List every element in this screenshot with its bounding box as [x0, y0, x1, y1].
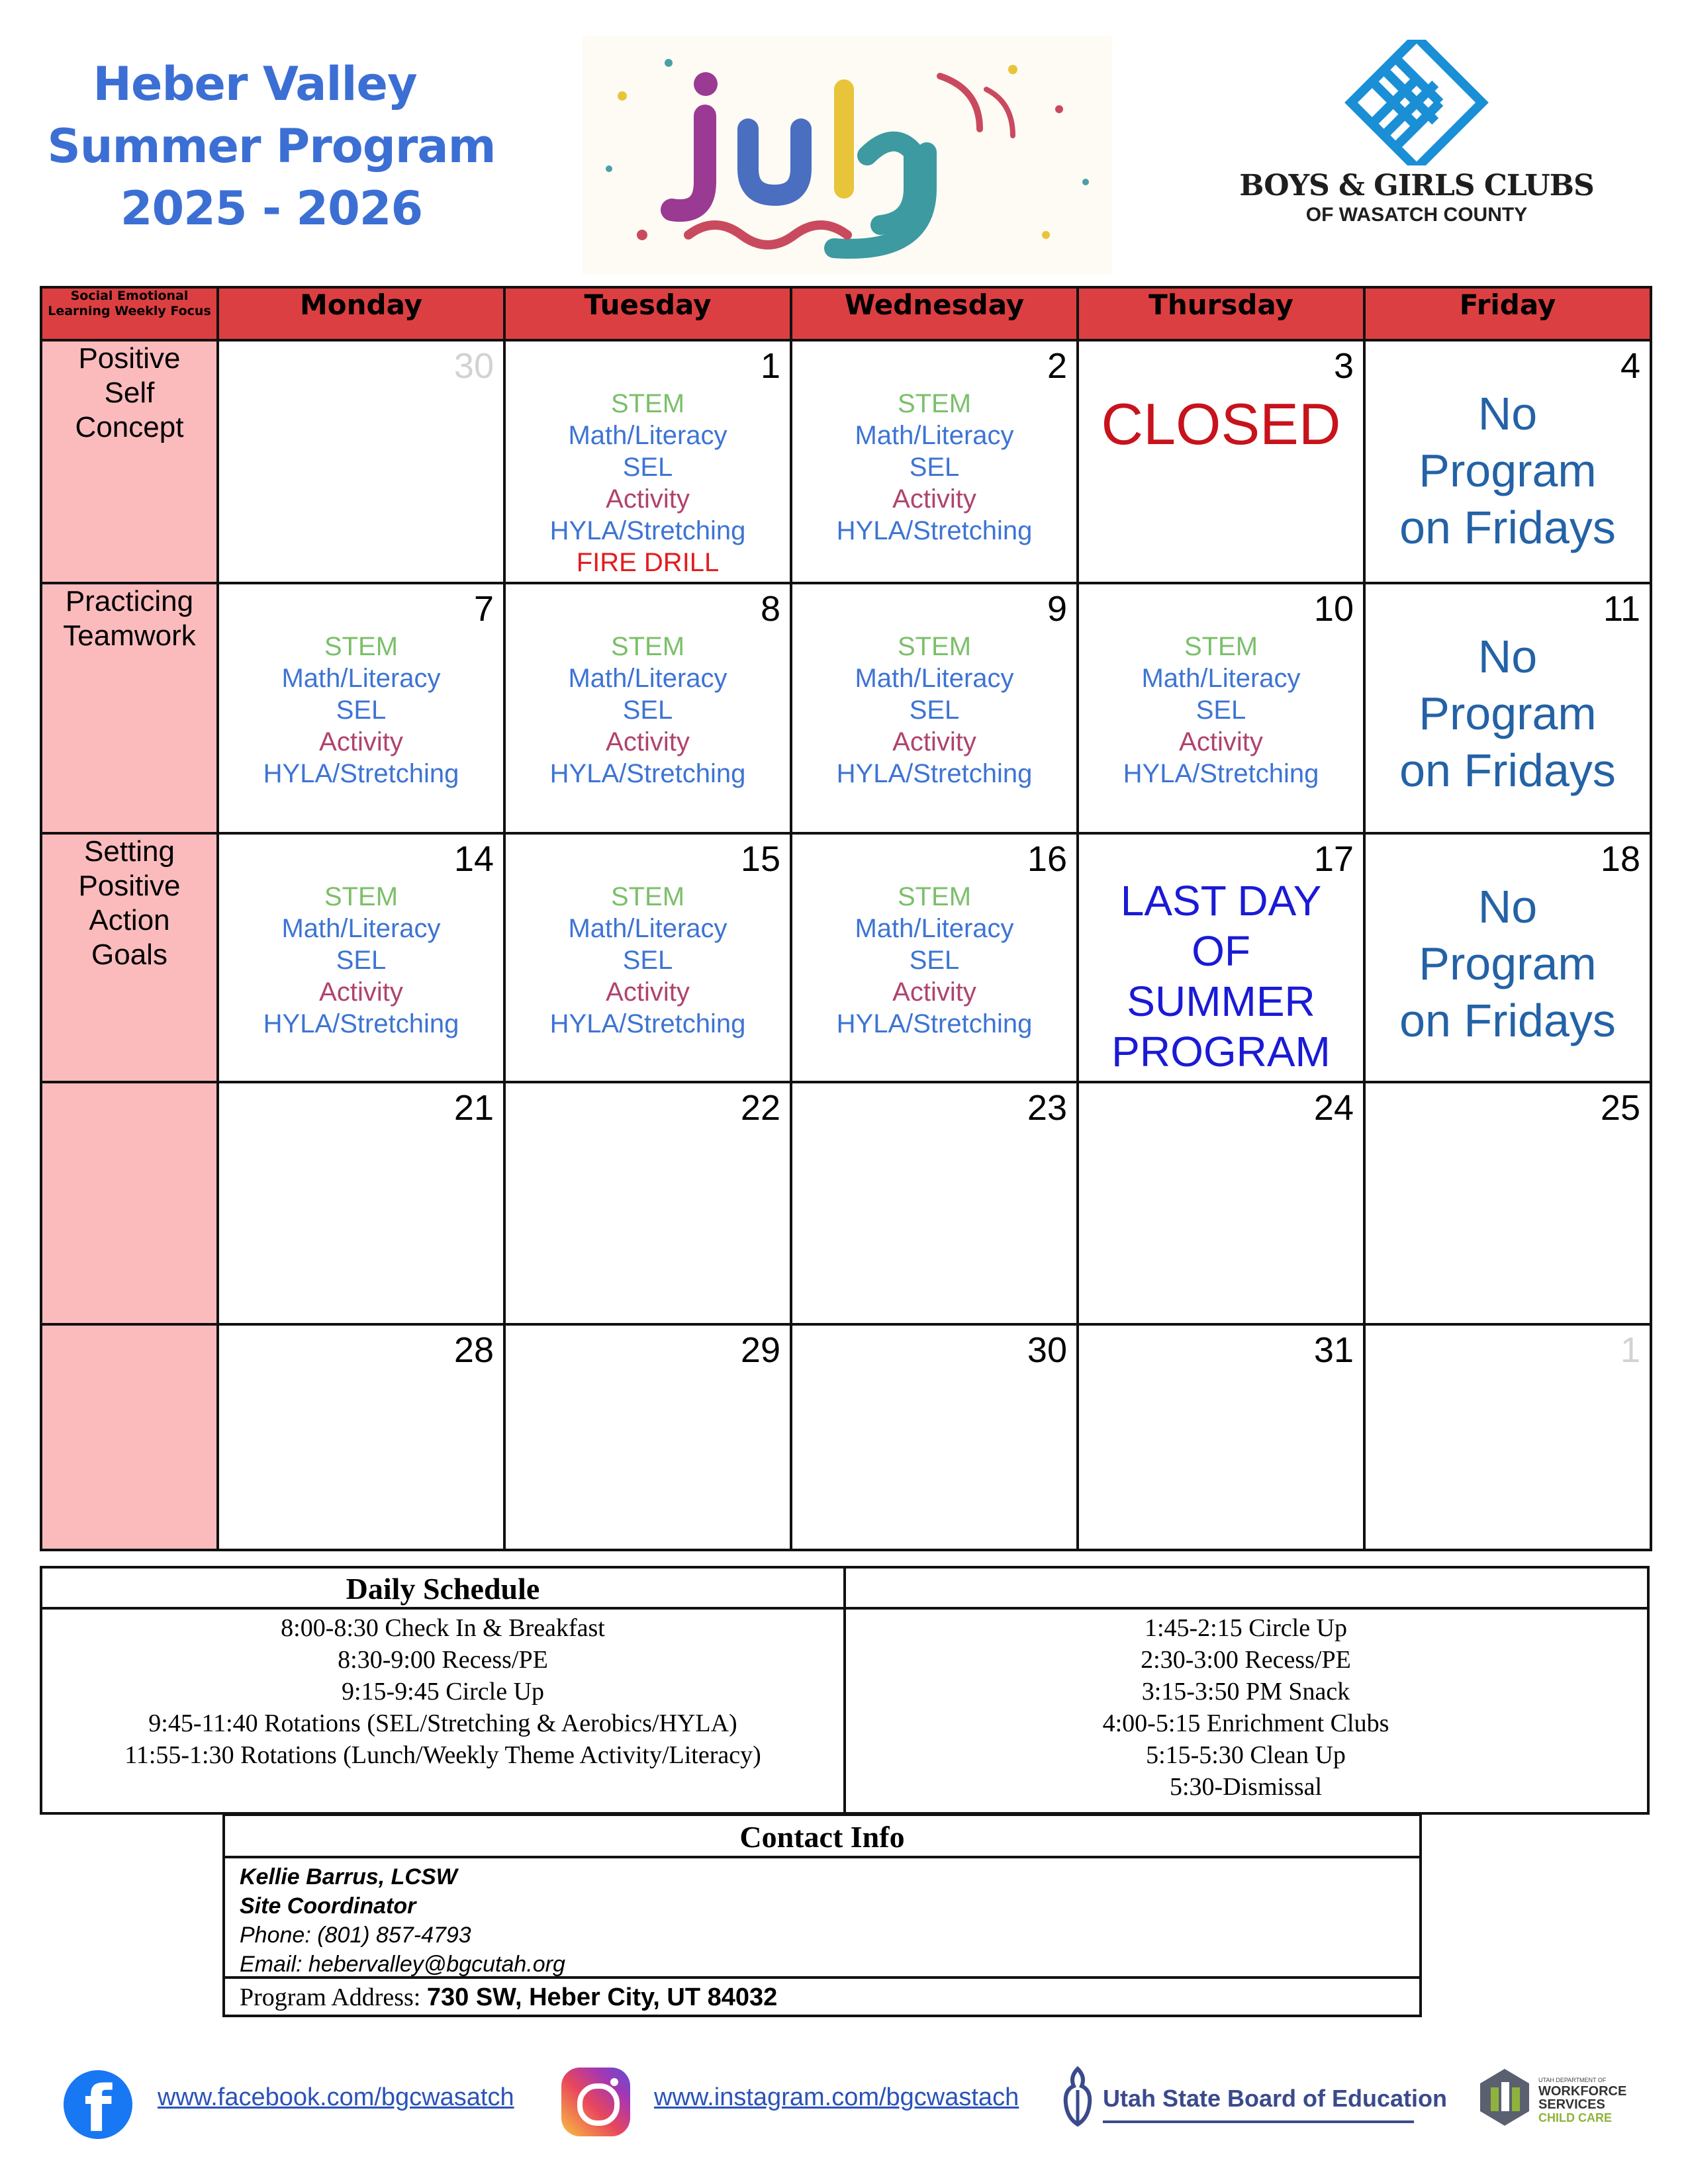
date-number: 8 — [760, 589, 780, 629]
week-focus — [41, 1082, 218, 1324]
activity-sel: SEL — [622, 453, 673, 482]
day-cell — [791, 1324, 1078, 1550]
activity-hyla: HYLA/Stretching — [549, 516, 746, 545]
activity-sel: SEL — [909, 696, 960, 725]
contact-name: Kellie Barrus, LCSW — [240, 1864, 457, 1889]
date-number: 30 — [1027, 1330, 1067, 1370]
bgc-logo — [1231, 40, 1602, 238]
address-value: 730 SW, Heber City, UT 84032 — [426, 1983, 778, 2011]
activity-math: Math/Literacy — [855, 421, 1014, 450]
day-cell — [1364, 583, 1651, 833]
activity-sel: SEL — [336, 946, 387, 975]
activity-sel: SEL — [622, 696, 673, 725]
date-number: 24 — [1313, 1088, 1354, 1128]
instagram-link[interactable]: www.instagram.com/bgcwastach — [654, 2083, 1019, 2111]
focus-line: Action — [89, 904, 170, 936]
day-cell — [1078, 340, 1364, 583]
date-number: 23 — [1027, 1088, 1067, 1128]
schedule-title: Daily Schedule — [42, 1569, 843, 1610]
header-thursday: Thursday — [1078, 287, 1364, 340]
day-cell — [218, 1082, 504, 1324]
day-cell — [1078, 1324, 1364, 1550]
day-cell — [504, 833, 791, 1082]
no-program-line: Program — [1419, 688, 1597, 739]
last-day-note — [1079, 876, 1363, 1077]
activity-stem: STEM — [610, 389, 685, 418]
date-number: 2 — [1047, 346, 1067, 386]
focus-header: Social Emotional Learning Weekly Focus — [41, 287, 218, 340]
activity-hyla: HYLA/Stretching — [1123, 759, 1319, 788]
activity-hyla: HYLA/Stretching — [263, 759, 459, 788]
activity-hyla: HYLA/Stretching — [549, 759, 746, 788]
no-program-line: Program — [1419, 445, 1597, 496]
day-cell — [1364, 1082, 1651, 1324]
activity-activity: Activity — [606, 727, 690, 756]
focus-line: Concept — [75, 411, 184, 443]
instagram-dot — [610, 2078, 618, 2086]
schedule-item: 4:00-5:15 Enrichment Clubs — [1102, 1709, 1389, 1737]
activity-sel: SEL — [909, 946, 960, 975]
day-cell — [218, 1324, 504, 1550]
no-program-line: on Fridays — [1399, 995, 1616, 1046]
facebook-icon[interactable]: f — [64, 2070, 132, 2139]
activity-stem: STEM — [610, 632, 685, 661]
date-number: 7 — [473, 589, 494, 629]
usbe-logo — [1058, 2064, 1448, 2136]
focus-line: Self — [104, 377, 155, 409]
activity-math: Math/Literacy — [568, 421, 727, 450]
date-number: 15 — [740, 839, 780, 879]
last-day-line: SUMMER — [1127, 978, 1315, 1025]
date-number: 1 — [1620, 1330, 1640, 1370]
program-address — [225, 1979, 1419, 2016]
no-program-note — [1366, 878, 1650, 1049]
activity-math: Math/Literacy — [281, 664, 441, 693]
fire-drill-note: FIRE DRILL — [576, 548, 720, 577]
schedule-item: 5:15-5:30 Clean Up — [1146, 1741, 1346, 1769]
activity-activity: Activity — [892, 727, 976, 756]
focus-line: Practicing — [65, 585, 194, 617]
day-cell — [504, 1082, 791, 1324]
activity-hyla: HYLA/Stretching — [836, 516, 1033, 545]
activity-stem: STEM — [324, 632, 399, 661]
date-number: 21 — [453, 1088, 494, 1128]
schedule-right — [845, 1569, 1647, 1812]
dws-main-line: WORKFORCE — [1538, 2084, 1627, 2099]
usbe-underline — [1103, 2120, 1414, 2123]
last-day-line: OF — [1192, 927, 1250, 975]
schedule-item: 9:15-9:45 Circle Up — [341, 1678, 545, 1706]
activity-stem: STEM — [897, 632, 972, 661]
date-number: 22 — [740, 1088, 780, 1128]
day-cell — [791, 1082, 1078, 1324]
no-program-line: on Fridays — [1399, 502, 1616, 553]
org-sub: OF WASATCH COUNTY — [1305, 204, 1528, 226]
focus-line: Teamwork — [63, 619, 196, 652]
header-wednesday: Wednesday — [791, 287, 1078, 340]
activity-activity: Activity — [606, 978, 690, 1007]
day-cell — [1364, 1324, 1651, 1550]
schedule-item: 8:30-9:00 Recess/PE — [338, 1646, 548, 1674]
schedule-item: 9:45-11:40 Rotations (SEL/Stretching & Aerobics/HYLA) — [148, 1709, 737, 1737]
day-cell — [218, 583, 504, 833]
activity-stem: STEM — [897, 882, 972, 911]
day-cell — [1078, 833, 1364, 1082]
activity-stem: STEM — [1184, 632, 1258, 661]
activity-list — [792, 631, 1076, 790]
date-number: 31 — [1313, 1330, 1354, 1370]
header-monday: Monday — [218, 287, 504, 340]
focus-line: Goals — [91, 938, 167, 971]
activity-activity: Activity — [1179, 727, 1263, 756]
activity-list — [219, 881, 503, 1040]
org-name: BOYS & GIRLS CLUBS — [1239, 169, 1594, 203]
title-line-2: Summer Program — [47, 119, 496, 173]
activity-activity: Activity — [892, 978, 976, 1007]
date-number: 1 — [760, 346, 780, 386]
header-tuesday: Tuesday — [504, 287, 791, 340]
activity-sel: SEL — [909, 453, 960, 482]
activity-stem: STEM — [610, 882, 685, 911]
week-focus — [41, 833, 218, 1082]
day-cell — [791, 583, 1078, 833]
no-program-note — [1366, 385, 1650, 556]
dws-main-text — [1538, 2085, 1626, 2111]
week-focus — [41, 583, 218, 833]
date-number: 3 — [1333, 346, 1354, 386]
activity-activity: Activity — [319, 727, 403, 756]
date-number: 29 — [740, 1330, 780, 1370]
activity-stem: STEM — [324, 882, 399, 911]
activity-math: Math/Literacy — [855, 914, 1014, 943]
schedule-item: 5:30-Dismissal — [1169, 1773, 1323, 1801]
activity-list — [219, 631, 503, 790]
activity-list — [506, 631, 790, 790]
focus-line: Setting — [84, 835, 175, 868]
activity-math: Math/Literacy — [855, 664, 1014, 693]
day-cell — [1364, 833, 1651, 1082]
schedule-item: 3:15-3:50 PM Snack — [1141, 1678, 1350, 1706]
day-cell — [1078, 583, 1364, 833]
no-program-line: No — [1477, 881, 1538, 933]
schedule-item: 1:45-2:15 Circle Up — [1144, 1614, 1348, 1642]
header-friday: Friday — [1364, 287, 1651, 340]
title-line-3: 2025 - 2026 — [120, 181, 423, 236]
date-number: 17 — [1313, 839, 1354, 879]
july-art — [583, 36, 1112, 275]
activity-math: Math/Literacy — [568, 664, 727, 693]
activity-sel: SEL — [336, 696, 387, 725]
calendar-grid — [40, 286, 1652, 1551]
address-label: Program Address: — [240, 1983, 427, 2011]
activity-math: Math/Literacy — [1141, 664, 1301, 693]
schedule-item: 11:55-1:30 Rotations (Lunch/Weekly Theme Activity/Literacy) — [124, 1741, 761, 1769]
no-program-line: No — [1477, 388, 1538, 439]
focus-line: Positive — [78, 870, 181, 902]
day-cell — [218, 833, 504, 1082]
activity-sel: SEL — [1196, 696, 1246, 725]
day-cell — [504, 340, 791, 583]
instagram-ring — [577, 2083, 620, 2126]
no-program-line: Program — [1419, 938, 1597, 989]
activity-stem: STEM — [897, 389, 972, 418]
week-focus — [41, 340, 218, 583]
activity-math: Math/Literacy — [568, 914, 727, 943]
day-cell — [504, 1324, 791, 1550]
week-focus — [41, 1324, 218, 1550]
date-number: 18 — [1600, 839, 1640, 879]
contact-role: Site Coordinator — [240, 1893, 416, 1919]
no-program-line: on Fridays — [1399, 745, 1616, 796]
activity-activity: Activity — [319, 978, 403, 1007]
activity-list — [506, 881, 790, 1040]
contact-title: Contact Info — [225, 1816, 1419, 1858]
contact-body — [225, 1858, 1419, 1979]
schedule-item: 8:00-8:30 Check In & Breakfast — [281, 1614, 605, 1642]
activity-list — [506, 388, 790, 578]
dws-logo — [1476, 2064, 1648, 2136]
date-number: 11 — [1603, 589, 1640, 629]
title-line-1: Heber Valley — [93, 57, 417, 111]
activity-list — [1079, 631, 1363, 790]
schedule-right-header — [845, 1569, 1647, 1610]
daily-schedule — [40, 1566, 1650, 1815]
activity-hyla: HYLA/Stretching — [263, 1009, 459, 1038]
last-day-line: PROGRAM — [1111, 1028, 1331, 1075]
schedule-left — [42, 1569, 846, 1812]
no-program-note — [1366, 628, 1650, 799]
day-cell — [791, 833, 1078, 1082]
schedule-item: 2:30-3:00 Recess/PE — [1141, 1646, 1351, 1674]
contact-info — [222, 1813, 1422, 2017]
dws-child-care: CHILD CARE — [1538, 2111, 1612, 2124]
activity-hyla: HYLA/Stretching — [549, 1009, 746, 1038]
day-cell — [1078, 1082, 1364, 1324]
activity-activity: Activity — [892, 484, 976, 514]
date-number: 16 — [1027, 839, 1067, 879]
date-number: 28 — [453, 1330, 494, 1370]
date-number: 30 — [453, 346, 494, 386]
activity-list — [792, 881, 1076, 1040]
day-cell — [218, 340, 504, 583]
no-program-line: No — [1477, 631, 1538, 682]
day-cell — [1364, 340, 1651, 583]
last-day-line: LAST DAY — [1120, 877, 1322, 925]
activity-list — [792, 388, 1076, 547]
date-number: 9 — [1047, 589, 1067, 629]
closed-label: CLOSED — [1101, 391, 1341, 457]
usbe-name: Utah State Board of Education — [1103, 2085, 1448, 2112]
date-number: 10 — [1313, 589, 1354, 629]
dws-main-line: SERVICES — [1538, 2097, 1605, 2112]
activity-math: Math/Literacy — [281, 914, 441, 943]
calendar — [40, 286, 1650, 1551]
contact-phone[interactable]: Phone: (801) 857-4793 — [240, 1923, 471, 1948]
focus-line: Positive — [78, 342, 181, 375]
dws-small-text: UTAH DEPARTMENT OF — [1538, 2077, 1607, 2083]
date-number: 14 — [453, 839, 494, 879]
instagram-icon[interactable] — [561, 2068, 630, 2136]
activity-sel: SEL — [622, 946, 673, 975]
date-number: 25 — [1600, 1088, 1640, 1128]
date-number: 4 — [1620, 346, 1640, 386]
activity-hyla: HYLA/Stretching — [836, 1009, 1033, 1038]
activity-activity: Activity — [606, 484, 690, 514]
activity-hyla: HYLA/Stretching — [836, 759, 1033, 788]
day-cell — [504, 583, 791, 833]
facebook-link[interactable]: www.facebook.com/bgcwasatch — [158, 2083, 514, 2111]
program-title — [40, 53, 503, 240]
contact-email[interactable]: Email: hebervalley@bgcutah.org — [240, 1952, 565, 1977]
day-cell — [791, 340, 1078, 583]
